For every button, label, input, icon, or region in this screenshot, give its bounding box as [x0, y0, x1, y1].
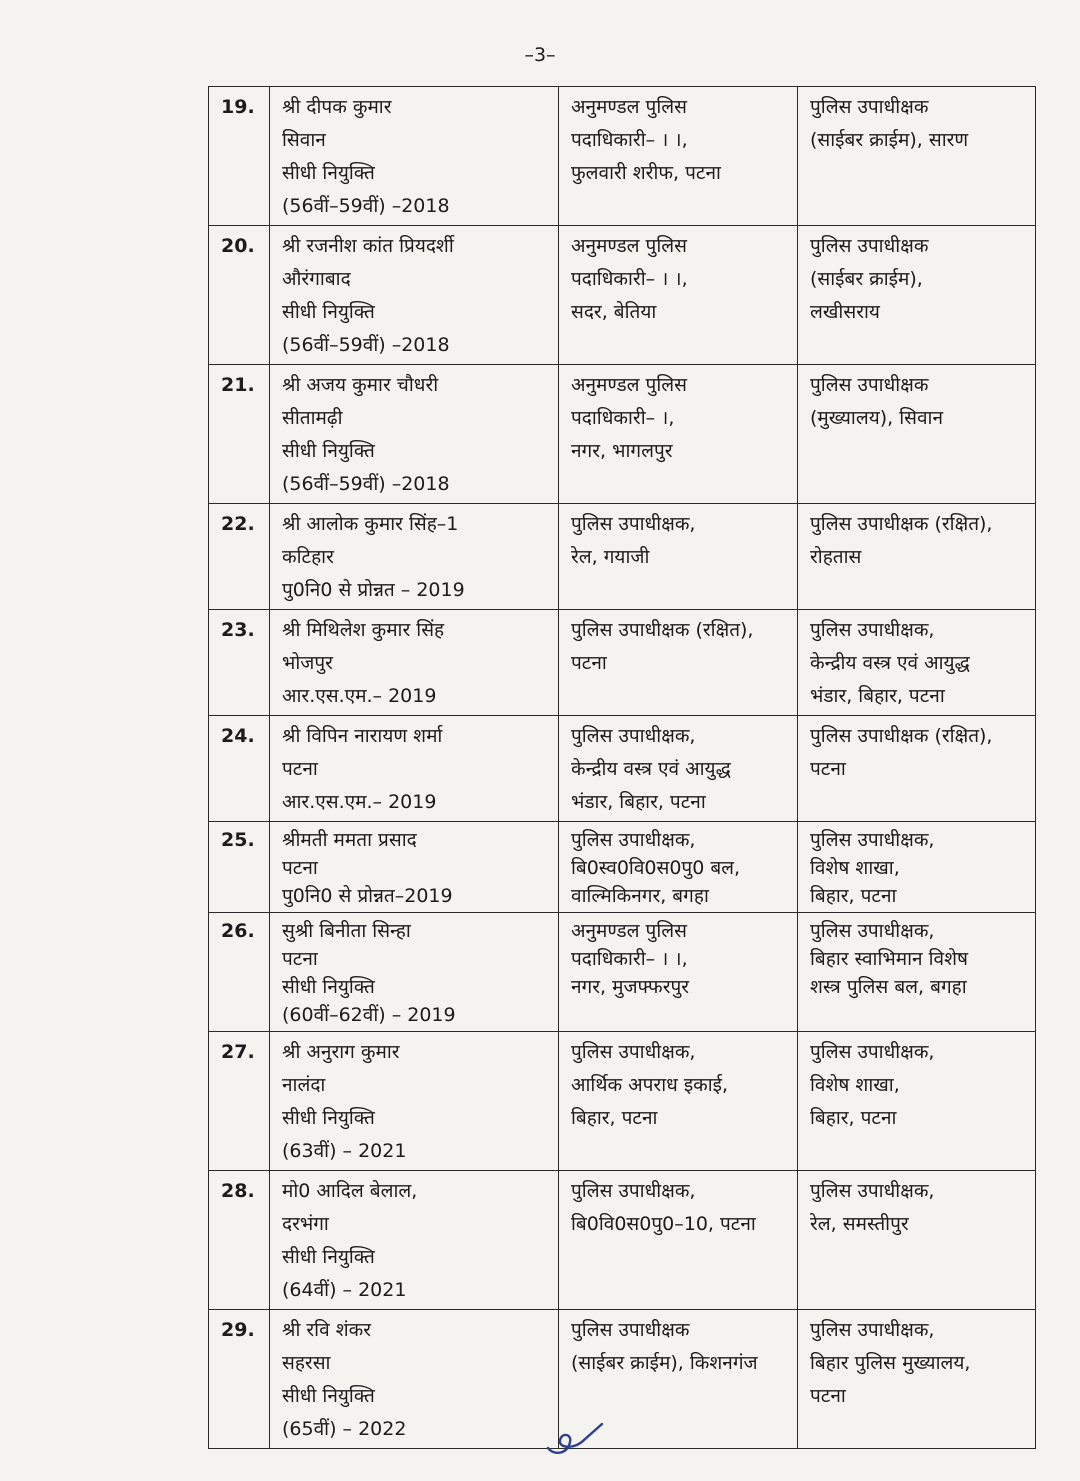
serial-number: 23.	[209, 610, 270, 716]
table-row	[209, 1310, 1036, 1449]
cell-line: श्री रवि शंकर	[282, 1319, 371, 1341]
cell-line: बिहार, पटना	[810, 1107, 897, 1129]
officer-cell	[270, 913, 559, 1032]
cell-line: रोहतास	[810, 546, 862, 568]
cell-line: सीधी नियुक्ति	[282, 1246, 375, 1268]
cell-line: पटना	[282, 857, 318, 879]
cell-line: नगर, भागलपुर	[571, 440, 673, 462]
cell-line: पटना	[810, 758, 846, 780]
new-posting-cell	[798, 1032, 1036, 1171]
cell-line: पदाधिकारी– । ।,	[571, 129, 688, 151]
cell-line: अनुमण्डल पुलिस	[571, 235, 687, 257]
cell-line: भंडार, बिहार, पटना	[810, 685, 945, 707]
cell-line: नालंदा	[282, 1074, 326, 1096]
officer-cell	[270, 716, 559, 822]
officer-cell	[270, 1310, 559, 1449]
cell-line: श्री विपिन नारायण शर्मा	[282, 725, 443, 747]
current-posting-cell	[559, 87, 798, 226]
cell-line: सीधी नियुक्ति	[282, 1107, 375, 1129]
cell-line: कटिहार	[282, 546, 334, 568]
cell-line: पुलिस उपाधीक्षक,	[810, 619, 935, 641]
cell-line: विशेष शाखा,	[810, 1074, 900, 1096]
cell-line: पुलिस उपाधीक्षक	[810, 235, 929, 257]
cell-line: बिहार, पटना	[810, 885, 897, 907]
cell-line: भंडार, बिहार, पटना	[571, 791, 706, 813]
new-posting-cell	[798, 365, 1036, 504]
cell-line: सहरसा	[282, 1352, 331, 1374]
serial-number: 20.	[209, 226, 270, 365]
cell-line: (56वीं–59वीं) –2018	[282, 473, 450, 495]
cell-line: पुलिस उपाधीक्षक,	[571, 513, 696, 535]
cell-line: लखीसराय	[810, 301, 880, 323]
cell-line: (साईबर क्राईम),	[810, 268, 923, 290]
serial-number: 19.	[209, 87, 270, 226]
table-row	[209, 822, 1036, 913]
cell-line: आर.एस.एम.– 2019	[282, 791, 437, 813]
table-body	[209, 87, 1036, 1449]
table-row	[209, 610, 1036, 716]
cell-line: सीधी नियुक्ति	[282, 301, 375, 323]
cell-line: नगर, मुजफ्फरपुर	[571, 976, 690, 998]
cell-line: वाल्मिकिनगर, बगहा	[571, 885, 709, 907]
cell-line: सीतामढ़ी	[282, 407, 343, 429]
cell-line: आर.एस.एम.– 2019	[282, 685, 437, 707]
cell-line: पुलिस उपाधीक्षक,	[810, 829, 935, 851]
new-posting-cell	[798, 913, 1036, 1032]
cell-line: (65वीं) – 2022	[282, 1418, 407, 1440]
cell-line: पुलिस उपाधीक्षक,	[571, 829, 696, 851]
cell-line: (मुख्यालय), सिवान	[810, 407, 944, 429]
cell-line: अनुमण्डल पुलिस	[571, 920, 687, 942]
table-row	[209, 913, 1036, 1032]
table-row	[209, 716, 1036, 822]
cell-line: अनुमण्डल पुलिस	[571, 374, 687, 396]
cell-line: आर्थिक अपराध इकाई,	[571, 1074, 729, 1096]
cell-line: (64वीं) – 2021	[282, 1279, 407, 1301]
serial-number: 29.	[209, 1310, 270, 1449]
cell-line: पुलिस उपाधीक्षक	[810, 96, 929, 118]
cell-line: पुलिस उपाधीक्षक (रक्षित),	[571, 619, 754, 641]
cell-line: पु0नि0 से प्रोन्नत – 2019	[282, 579, 465, 601]
officer-cell	[270, 822, 559, 913]
cell-line: मो0 आदिल बेलाल,	[282, 1180, 418, 1202]
officer-cell	[270, 1171, 559, 1310]
cell-line: श्री रजनीश कांत प्रियदर्शी	[282, 235, 454, 257]
officer-cell	[270, 226, 559, 365]
cell-line: सीधी नियुक्ति	[282, 976, 375, 998]
current-posting-cell	[559, 913, 798, 1032]
serial-number: 22.	[209, 504, 270, 610]
cell-line: पुलिस उपाधीक्षक,	[571, 725, 696, 747]
officer-cell	[270, 610, 559, 716]
cell-line: केन्द्रीय वस्त्र एवं आयुद्ध	[810, 652, 970, 674]
current-posting-cell	[559, 716, 798, 822]
new-posting-cell	[798, 226, 1036, 365]
cell-line: भोजपुर	[282, 652, 333, 674]
cell-line: श्रीमती ममता प्रसाद	[282, 829, 417, 851]
cell-line: श्री दीपक कुमार	[282, 96, 392, 118]
cell-line: फुलवारी शरीफ, पटना	[571, 162, 721, 184]
cell-line: सीधी नियुक्ति	[282, 162, 375, 184]
signature-mark	[540, 1410, 610, 1460]
cell-line: औरंगाबाद	[282, 268, 351, 290]
cell-line: सिवान	[282, 129, 326, 151]
serial-number: 27.	[209, 1032, 270, 1171]
cell-line: बिहार पुलिस मुख्यालय,	[810, 1352, 971, 1374]
table-row	[209, 87, 1036, 226]
current-posting-cell	[559, 1171, 798, 1310]
cell-line: विशेष शाखा,	[810, 857, 900, 879]
serial-number: 21.	[209, 365, 270, 504]
new-posting-cell	[798, 716, 1036, 822]
cell-line: सीधी नियुक्ति	[282, 440, 375, 462]
serial-number: 26.	[209, 913, 270, 1032]
cell-line: अनुमण्डल पुलिस	[571, 96, 687, 118]
cell-line: बि0वि0स0पु0–10, पटना	[571, 1213, 756, 1235]
new-posting-cell	[798, 1171, 1036, 1310]
cell-line: (60वीं–62वीं) – 2019	[282, 1004, 456, 1026]
cell-line: (56वीं–59वीं) –2018	[282, 195, 450, 217]
cell-line: श्री अनुराग कुमार	[282, 1041, 400, 1063]
serial-number: 24.	[209, 716, 270, 822]
table-row	[209, 226, 1036, 365]
cell-line: पु0नि0 से प्रोन्नत–2019	[282, 885, 453, 907]
cell-line: सीधी नियुक्ति	[282, 1385, 375, 1407]
cell-line: पदाधिकारी– । ।,	[571, 268, 688, 290]
officer-cell	[270, 365, 559, 504]
current-posting-cell	[559, 226, 798, 365]
new-posting-cell	[798, 87, 1036, 226]
cell-line: पुलिस उपाधीक्षक	[571, 1319, 690, 1341]
serial-number: 28.	[209, 1171, 270, 1310]
cell-line: (साईबर क्राईम), किशनगंज	[571, 1352, 758, 1374]
cell-line: बि0स्व0वि0स0पु0 बल,	[571, 857, 741, 879]
cell-line: पुलिस उपाधीक्षक,	[571, 1041, 696, 1063]
table-row	[209, 365, 1036, 504]
cell-line: पुलिस उपाधीक्षक	[810, 374, 929, 396]
cell-line: श्री मिथिलेश कुमार सिंह	[282, 619, 445, 641]
officer-cell	[270, 1032, 559, 1171]
cell-line: पुलिस उपाधीक्षक,	[810, 920, 935, 942]
officer-cell	[270, 504, 559, 610]
cell-line: पुलिस उपाधीक्षक,	[810, 1041, 935, 1063]
cell-line: पुलिस उपाधीक्षक (रक्षित),	[810, 513, 993, 535]
cell-line: बिहार, पटना	[571, 1107, 658, 1129]
current-posting-cell	[559, 610, 798, 716]
cell-line: पटना	[571, 652, 607, 674]
cell-line: पुलिस उपाधीक्षक (रक्षित),	[810, 725, 993, 747]
new-posting-cell	[798, 610, 1036, 716]
new-posting-cell	[798, 822, 1036, 913]
cell-line: शस्त्र पुलिस बल, बगहा	[810, 976, 967, 998]
cell-line: सदर, बेतिया	[571, 301, 657, 323]
cell-line: (63वीं) – 2021	[282, 1140, 407, 1162]
page-number: –3–	[524, 44, 556, 66]
table-row	[209, 1171, 1036, 1310]
current-posting-cell	[559, 504, 798, 610]
cell-line: श्री आलोक कुमार सिंह–1	[282, 513, 459, 535]
new-posting-cell	[798, 1310, 1036, 1449]
cell-line: पुलिस उपाधीक्षक,	[571, 1180, 696, 1202]
cell-line: पदाधिकारी– ।,	[571, 407, 675, 429]
cell-line: रेल, समस्तीपुर	[810, 1213, 909, 1235]
cell-line: पुलिस उपाधीक्षक,	[810, 1180, 935, 1202]
cell-line: रेल, गयाजी	[571, 546, 650, 568]
current-posting-cell	[559, 365, 798, 504]
cell-line: श्री अजय कुमार चौधरी	[282, 374, 439, 396]
cell-line: दरभंगा	[282, 1213, 329, 1235]
cell-line: (साईबर क्राईम), सारण	[810, 129, 969, 151]
table-row	[209, 504, 1036, 610]
cell-line: पटना	[282, 948, 318, 970]
cell-line: बिहार स्वाभिमान विशेष	[810, 948, 968, 970]
cell-line: पटना	[810, 1385, 846, 1407]
cell-line: पुलिस उपाधीक्षक,	[810, 1319, 935, 1341]
cell-line: केन्द्रीय वस्त्र एवं आयुद्ध	[571, 758, 731, 780]
cell-line: (56वीं–59वीं) –2018	[282, 334, 450, 356]
officer-cell	[270, 87, 559, 226]
table-row	[209, 1032, 1036, 1171]
current-posting-cell	[559, 822, 798, 913]
cell-line: सुश्री बिनीता सिन्हा	[282, 920, 411, 942]
serial-number: 25.	[209, 822, 270, 913]
current-posting-cell	[559, 1032, 798, 1171]
new-posting-cell	[798, 504, 1036, 610]
cell-line: पदाधिकारी– । ।,	[571, 948, 688, 970]
cell-line: पटना	[282, 758, 318, 780]
posting-table	[208, 86, 1036, 1449]
